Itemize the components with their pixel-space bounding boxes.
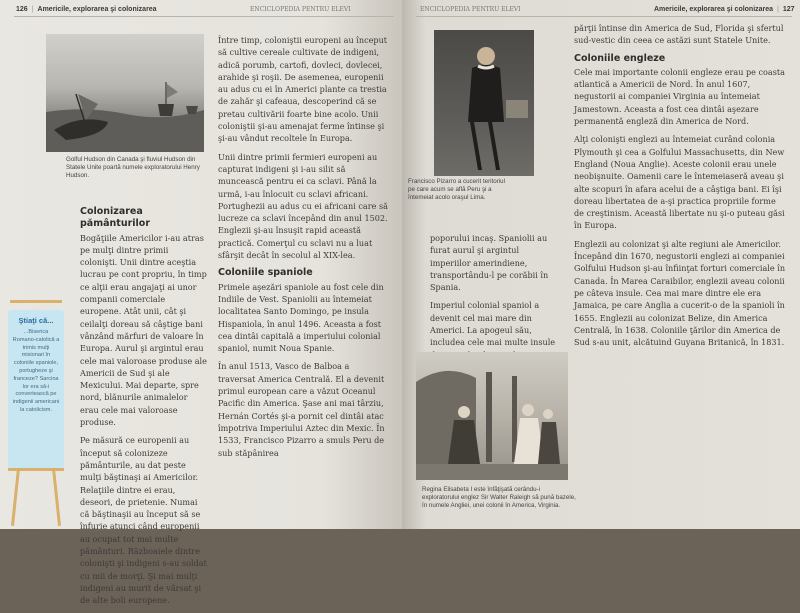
- section-title: Americile, explorarea şi colonizarea: [37, 6, 157, 13]
- pizarro-portrait: [434, 30, 534, 176]
- page-number: 127: [782, 6, 795, 13]
- paragraph: Între timp, coloniştii europeni au început să cultive cereale cultivate de indigeni, adică porumb, cartofi, dovleci, dovlecei, arahide şi roşii. De asemenea, europenii au adus cu ei în Americi plante ca trestia de zahăr şi cafeaua, descoperind că se pretau cultivării foarte bine acolo. Unii coloniştii şi-au amenajat ferme întinse şi şi-au vândut recoltele în Europa.: [218, 35, 388, 144]
- paragraph: Bogăţiile Americilor i-au atras pe mulţi dintre primii colonişti. Unii dintre aceştia lucrau pe cont propriu, în timp ce alţii erau angajaţi ai unor companii comerciale europene. Atât unii, cât şi ceilalţi doreau să câştige bani vânzând mărfuri de valoare în Europa. Aurul şi argintul erau cele mai valoroase produse ale Americii de Sud şi ale Mexicului. Mai departe, spre nord, blănurile animalelor erau cele mai valoroase produse.: [80, 232, 207, 428]
- header-rule: [14, 16, 394, 17]
- did-you-know-box: [8, 310, 64, 468]
- left-column-2: [218, 34, 388, 465]
- left-column-1: [80, 206, 208, 613]
- paragraph: Unii dintre primii fermieri europeni au capturat indigeni şi i-au silit să muncească pentru ei ca sclavi. Până la urmă, i-au înlocuit cu sclavi africani. Portughezii au adus cu ei africani care să lucreze ca sclavi începând din anul 1502. Englezii şi-au însuşit rapid această practică. Comerţul cu sclavi nu a luat sfârşit decât în secolul al XIX-lea.: [218, 151, 388, 261]
- figure-caption-elizabeth: Regina Elisabeta I este înfăţişată cerându-i exploratorului englez Sir Walter Raleigh să pună bazele, în numele Angliei, unei colonii în America, Virginia.: [422, 486, 576, 509]
- header-rule: [416, 16, 792, 17]
- paragraph: Primele aşezări spaniole au fost cele din Indiile de Vest. Spaniolii au întemeiat localitatea Santo Domingo, pe insula Hispaniola, în anul 1496. Aceasta a fost cea dintâi capitală a imperiului colonial spaniol, numit Noua Spanie.: [218, 281, 384, 354]
- paragraph: Alţi colonişti englezi au întemeiat curând colonia Plymouth şi cea a Golfului Massachusetts, din New England (Noua Anglie). Aceste colonii erau unele neobişnuite. Oamenii care le întemeiaseră aveau şi alte scopuri în afara acelui de a câştiga bani. Ei îşi doreau libertatea de a-şi practica propriile forme de creştinism. Această libertate nu şi-o puteau găsi în Europa.: [574, 134, 785, 231]
- paragraph: Pe măsură ce europenii au început să colonizeze pământurile, au dat peste mulţi băştinaşi ai Americilor. Relaţiile dintre ei erau, deseori, de prietenie. Numai că băştinaşii au început să se înfurie atunci când europenii au ocupat tot mai multe pământuri. Războaiele dintre colonişti şi indigeni s-au soldat cu mii de morţi. Şi mai mulţi indigeni au murit de vărsat şi de alte boli europene.: [80, 435, 207, 606]
- left-page-header: 126 | Americile, explorarea şi colonizarea: [16, 6, 157, 13]
- book-title: ENCICLOPEDIA PENTRU ELEVI: [420, 6, 521, 13]
- right-page: [402, 0, 800, 529]
- paragraph: părţii întinse din America de Sud, Florida şi sfertul sud-vestic din ceea ce astăzi sunt Statele Unite.: [574, 23, 784, 46]
- paragraph: Imperiul colonial spaniol a devenit cel mai mare din Americi. La apogeul său, includea cele mai multe insule: [430, 300, 556, 348]
- book-title: ENCICLOPEDIA PENTRU ELEVI: [250, 6, 351, 13]
- paragraph: Englezii au colonizat şi alte regiuni ale Americilor. Începând din 1670, negustorii englezi ai companiei Golfului Hudson şi-au înfiinţat forturi comerciale în Canada. În Marea Caraibilor, englezii aveau colonii pe câteva insule. Cea mai mare dintre ele era Jamaica, pe care Anglia a cucerit-o de la spanioli în 1655. Englezii au colonizat Belize, din America Centrală, în 1638. Coloniile ţărilor din America de Sud s-au unit, alcătuind Guyana Britanică, în 1831.: [574, 238, 786, 348]
- court-scene-image: [416, 352, 568, 480]
- right-page-header: Americile, explorarea şi colonizarea | 127: [654, 6, 795, 13]
- did-you-know-text: ...Biserica Romano-catolică a trimis mulţi misionari în coloniile spaniole, portugheze şi franceze? Sarcina lor era să-i convertească pe indigenii americani la catolicism.: [12, 329, 60, 413]
- portrait-image: [434, 30, 534, 176]
- english-colonies-heading: Coloniile engleze: [574, 52, 666, 64]
- colonizarea-heading: Colonizarea pământurilor: [80, 206, 150, 230]
- boat-scene-image: [46, 34, 204, 152]
- hudson-painting: [46, 34, 204, 152]
- page-number: 126: [16, 6, 28, 13]
- spanish-colonies-heading: Coloniile spaniole: [218, 267, 313, 279]
- figure-caption-hudson: Golful Hudson din Canada şi fluviul Hudson din Statele Unite poartă numele exploratorului Henry Hudson.: [66, 156, 200, 179]
- right-column-2: [574, 22, 786, 354]
- section-title: Americile, explorarea şi colonizarea: [654, 6, 774, 13]
- paragraph: poporului incaş. Spaniolii au furat aurul şi argintul imperiilor amerindiene, transportându-l pe corăbii în Spania.: [430, 233, 549, 293]
- left-page: [0, 0, 402, 606]
- did-you-know-title: Ştiaţi că...: [18, 316, 54, 325]
- figure-caption-pizarro: Francisco Pizarro a cucerit teritoriul pe care acum se află Peru şi a întemeiat acolo oraşul Lima.: [408, 178, 505, 201]
- elizabeth-painting: [416, 352, 568, 480]
- paragraph: În anul 1513, Vasco de Balboa a traversat America Centrală. El a devenit primul european care a văzut Oceanul Pacific din America. Şase ani mai târziu, Hernán Cortés şi-a pornit cel dintâi atac împotriva Imperiului Aztec din Mexic. În 1533, Francisco Pizarro a smuls Peru de sub stăpânirea: [218, 361, 385, 458]
- paragraph: Cele mai importante colonii engleze erau pe coasta atlantică a Americii de Nord. În anul 1607, negustorii ai companiei Virginia au întemeiat Jamestown. Aceasta a fost cea dintâi aşezare permanentă engleză din America de Nord.: [574, 66, 785, 127]
